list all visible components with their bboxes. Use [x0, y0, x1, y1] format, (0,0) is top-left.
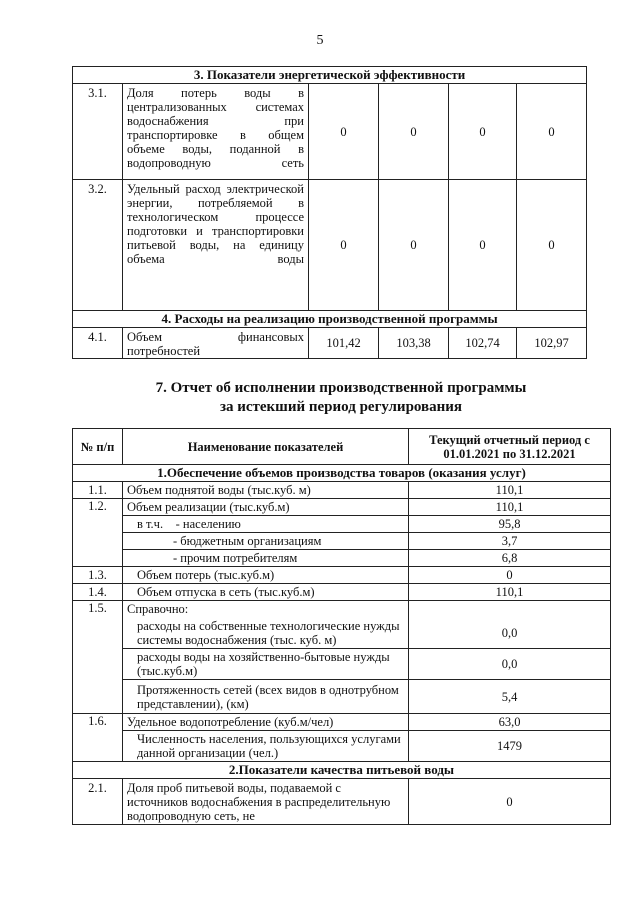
- row-number: 2.1.: [73, 779, 123, 825]
- row-label: Удельный расход электрической энергии, потребляемой в технологическом процессе подготовки и транспортировки питьевой воды, на единицу объема воды: [123, 180, 309, 311]
- row-number: 4.1.: [73, 328, 123, 359]
- page-number: 5: [316, 33, 324, 48]
- report-title-line-1: 7. Отчет об исполнении производственной программы: [155, 380, 527, 396]
- row-value: 110,1: [409, 584, 611, 601]
- section-1-title: 1.Обеспечение объемов производства товаров (оказания услуг): [73, 465, 611, 482]
- table-row: [73, 680, 611, 714]
- col-header-name: Наименование показателей: [123, 429, 409, 465]
- row-label: расходы воды на хозяйственно-бытовые нужды (тыс.куб.м): [123, 649, 409, 680]
- row-value: 95,8: [409, 516, 611, 533]
- row-value: 102,97: [517, 328, 587, 359]
- row-value: 0: [379, 180, 449, 311]
- row-value: 103,38: [379, 328, 449, 359]
- row-value: 1479: [409, 731, 611, 762]
- table-row: [73, 84, 587, 180]
- row-value: 0: [449, 84, 517, 180]
- row-value: 110,1: [409, 499, 611, 516]
- row-number: 1.3.: [73, 567, 123, 584]
- row-value: 63,0: [409, 714, 611, 731]
- table-row: [73, 618, 611, 649]
- row-value: 0: [309, 180, 379, 311]
- row-label: Доля проб питьевой воды, подаваемой с источников водоснабжения в распределительную водопроводную сеть, не: [123, 779, 409, 825]
- row-value: [409, 601, 611, 618]
- table-row: [73, 601, 611, 618]
- row-value: 0: [517, 180, 587, 311]
- table-row: [73, 499, 611, 516]
- row-label: Доля потерь воды в централизованных системах водоснабжения при транспортировке в общем объеме воды, поданной в водопроводную сеть: [123, 84, 309, 180]
- report-table: [72, 428, 611, 825]
- indicators-table: [72, 66, 587, 359]
- row-value: 102,74: [449, 328, 517, 359]
- row-prefix: в т.ч.: [137, 517, 164, 531]
- table-row: [73, 649, 611, 680]
- row-label: расходы на собственные технологические нужды системы водоснабжения (тыс. куб. м): [123, 618, 409, 649]
- row-value: 101,42: [309, 328, 379, 359]
- row-value: 0: [409, 779, 611, 825]
- row-label-text: - населению: [175, 517, 241, 531]
- row-value: 6,8: [409, 550, 611, 567]
- row-number: 3.1.: [73, 84, 123, 180]
- row-label: Удельное водопотребление (куб.м/чел): [123, 714, 409, 731]
- row-label: - прочим потребителям: [123, 550, 409, 567]
- table-row: [73, 550, 611, 567]
- table-row: [73, 516, 611, 533]
- row-value: 0,0: [409, 618, 611, 649]
- row-value: 3,7: [409, 533, 611, 550]
- table-row: [73, 328, 587, 359]
- row-label: Справочно:: [123, 601, 409, 618]
- row-label: Численность населения, пользующихся услугами данной организации (чел.): [123, 731, 409, 762]
- row-label: Объем потерь (тыс.куб.м): [123, 567, 409, 584]
- table-row: [73, 482, 611, 499]
- row-value: 0: [449, 180, 517, 311]
- row-label: Объем реализации (тыс.куб.м): [123, 499, 409, 516]
- report-title-line-2: за истекший период регулирования: [219, 399, 463, 415]
- table-row: [73, 567, 611, 584]
- col-header-period: Текущий отчетный период с 01.01.2021 по 31.12.2021: [409, 429, 611, 465]
- row-value: 5,4: [409, 680, 611, 714]
- row-number: 1.2.: [73, 499, 123, 567]
- row-label: Объем отпуска в сеть (тыс.куб.м): [123, 584, 409, 601]
- row-value: 0: [309, 84, 379, 180]
- row-value: 110,1: [409, 482, 611, 499]
- row-number: 1.1.: [73, 482, 123, 499]
- table-row: [73, 731, 611, 762]
- row-number: 1.6.: [73, 714, 123, 762]
- col-header-number: № п/п: [73, 429, 123, 465]
- table-row: [73, 533, 611, 550]
- table-row: [73, 714, 611, 731]
- row-value: 0: [379, 84, 449, 180]
- row-label: Объем поднятой воды (тыс.куб. м): [123, 482, 409, 499]
- row-number: 1.5.: [73, 601, 123, 714]
- row-value: 0: [409, 567, 611, 584]
- section-2-title: 2.Показатели качества питьевой воды: [73, 762, 611, 779]
- row-value: 0: [517, 84, 587, 180]
- table-row: [73, 779, 611, 825]
- section-4-title: 4. Расходы на реализацию производственной программы: [73, 311, 587, 328]
- row-label: - бюджетным организациям: [123, 533, 409, 550]
- row-number: 3.2.: [73, 180, 123, 311]
- row-label: Объем финансовых потребностей: [123, 328, 309, 359]
- row-label: [123, 516, 409, 533]
- row-label: Протяженность сетей (всех видов в однотрубном представлении), (км): [123, 680, 409, 714]
- table-row: [73, 584, 611, 601]
- table-row: [73, 180, 587, 311]
- report-title: [72, 379, 610, 417]
- section-3-title: 3. Показатели энергетической эффективности: [73, 67, 587, 84]
- row-value: 0,0: [409, 649, 611, 680]
- row-number: 1.4.: [73, 584, 123, 601]
